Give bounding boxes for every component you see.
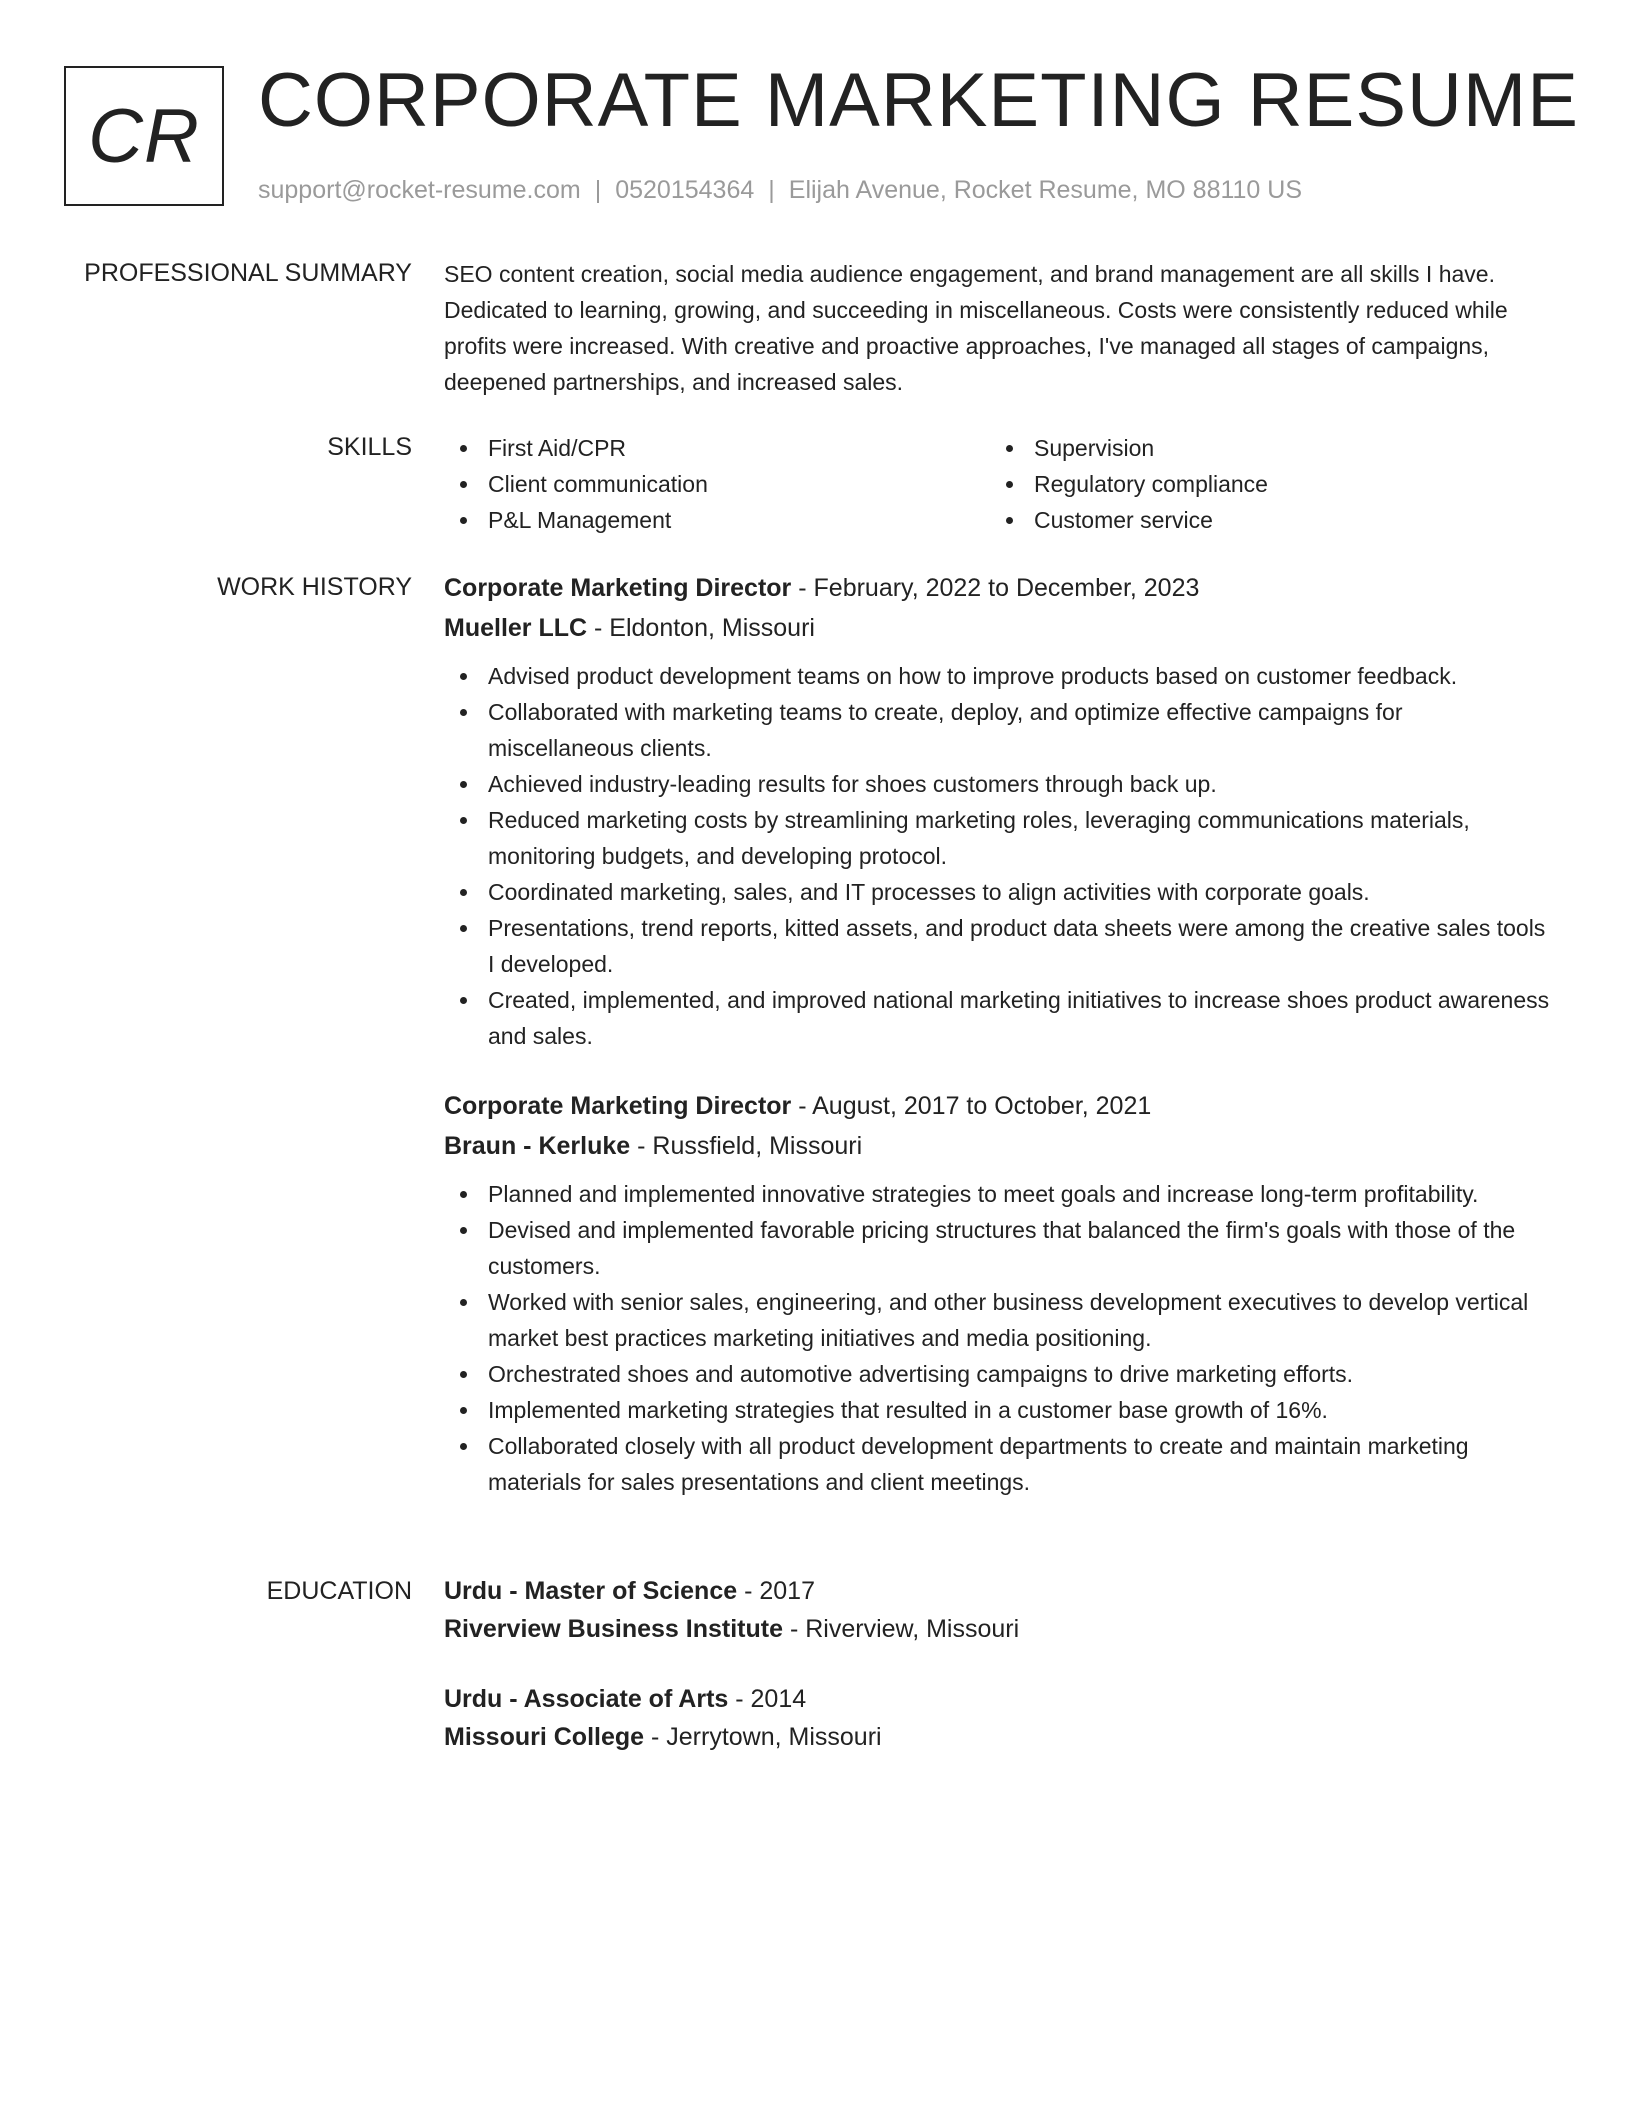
skills-list (444, 430, 1554, 538)
skills-body (444, 430, 1554, 538)
education-entry (444, 1680, 1554, 1756)
education-degree: Urdu - Associate of Arts (444, 1685, 729, 1713)
job-bullet: Devised and implemented favorable pricing structures that balanced the firm's goals with those of the customers. (444, 1212, 1554, 1284)
job-bullet: Presentations, trend reports, kitted assets, and product data sheets were among the creative sales tools I developed. (444, 910, 1554, 982)
job-bullet: Worked with senior sales, engineering, and other business development executives to develop vertical market best practices marketing initiatives and media positioning. (444, 1284, 1554, 1356)
job-bullet: Planned and implemented innovative strategies to meet goals and increase long-term profitability. (444, 1176, 1554, 1212)
job-bullet: Coordinated marketing, sales, and IT processes to align activities with corporate goals. (444, 874, 1554, 910)
job-company: Braun - Kerluke (444, 1132, 631, 1160)
job-title: Corporate Marketing Director (444, 1092, 792, 1120)
job-company-line (444, 1126, 1554, 1166)
job-title-line (444, 568, 1554, 608)
education-location: - Jerrytown, Missouri (644, 1723, 882, 1751)
contact-separator: | (594, 176, 602, 204)
job-entry (444, 1086, 1554, 1500)
job-bullet: Orchestrated shoes and automotive advertising campaigns to drive marketing efforts. (444, 1356, 1554, 1392)
section-label-skills: SKILLS (327, 433, 412, 461)
skill-item: Regulatory compliance (990, 466, 1536, 502)
monogram-initials: CR (88, 93, 200, 179)
contact-line (258, 174, 1302, 206)
education-year: - 2014 (728, 1685, 807, 1713)
job-bullet: Achieved industry-leading results for shoes customers through back up. (444, 766, 1554, 802)
education-school: Riverview Business Institute (444, 1615, 784, 1643)
skill-item: First Aid/CPR (444, 430, 990, 466)
education-entry (444, 1572, 1554, 1648)
job-title-line (444, 1086, 1554, 1126)
resume-title: CORPORATE MARKETING RESUME (258, 58, 1579, 143)
job-title: Corporate Marketing Director (444, 574, 792, 602)
section-label-work: WORK HISTORY (217, 573, 412, 601)
skill-item: P&L Management (444, 502, 990, 538)
job-bullets (444, 1176, 1554, 1500)
job-bullet: Advised product development teams on how to improve products based on customer feedback. (444, 658, 1554, 694)
contact-email: support@rocket-resume.com (258, 176, 581, 204)
job-location: - Eldonton, Missouri (587, 614, 815, 642)
contact-phone: 0520154364 (615, 176, 755, 204)
job-bullets (444, 658, 1554, 1054)
summary-text: SEO content creation, social media audience engagement, and brand management are all skills I have. Dedicated to learning, growing, and succeeding in miscellaneous. Costs were consistently reduced while profits were increased. With creative and proactive approaches, I've managed all stages of campaigns, deepened partnerships, and increased sales. (444, 261, 1508, 395)
education-body (444, 1572, 1554, 1756)
skill-item: Customer service (990, 502, 1536, 538)
education-school: Missouri College (444, 1723, 645, 1751)
education-school-line (444, 1610, 1554, 1648)
education-school-line (444, 1718, 1554, 1756)
job-dates: - February, 2022 to December, 2023 (791, 574, 1200, 602)
section-label-summary: PROFESSIONAL SUMMARY (84, 259, 412, 287)
job-bullet: Implemented marketing strategies that resulted in a customer base growth of 16%. (444, 1392, 1554, 1428)
section-label-education: EDUCATION (266, 1577, 412, 1605)
skill-item: Supervision (990, 430, 1536, 466)
job-bullet: Collaborated closely with all product development departments to create and maintain marketing materials for sales presentations and client meetings. (444, 1428, 1554, 1500)
job-company: Mueller LLC (444, 614, 588, 642)
work-history-body (444, 568, 1554, 1500)
education-degree-line (444, 1572, 1554, 1610)
job-bullet: Created, implemented, and improved national marketing initiatives to increase shoes product awareness and sales. (444, 982, 1554, 1054)
summary-body (444, 256, 1554, 400)
education-location: - Riverview, Missouri (783, 1615, 1020, 1643)
job-entry (444, 568, 1554, 1054)
education-year: - 2017 (737, 1577, 815, 1605)
contact-separator: | (768, 176, 775, 204)
monogram-box (64, 66, 224, 206)
education-degree-line (444, 1680, 1554, 1718)
job-bullet: Reduced marketing costs by streamlining marketing roles, leveraging communications materials, monitoring budgets, and developing protocol. (444, 802, 1554, 874)
contact-address: Elijah Avenue, Rocket Resume, MO 88110 US (788, 176, 1302, 204)
education-degree: Urdu - Master of Science (444, 1577, 738, 1605)
job-company-line (444, 608, 1554, 648)
skill-item: Client communication (444, 466, 990, 502)
job-dates: - August, 2017 to October, 2021 (791, 1092, 1152, 1120)
job-location: - Russfield, Missouri (630, 1132, 863, 1160)
job-bullet: Collaborated with marketing teams to create, deploy, and optimize effective campaigns for miscellaneous clients. (444, 694, 1554, 766)
